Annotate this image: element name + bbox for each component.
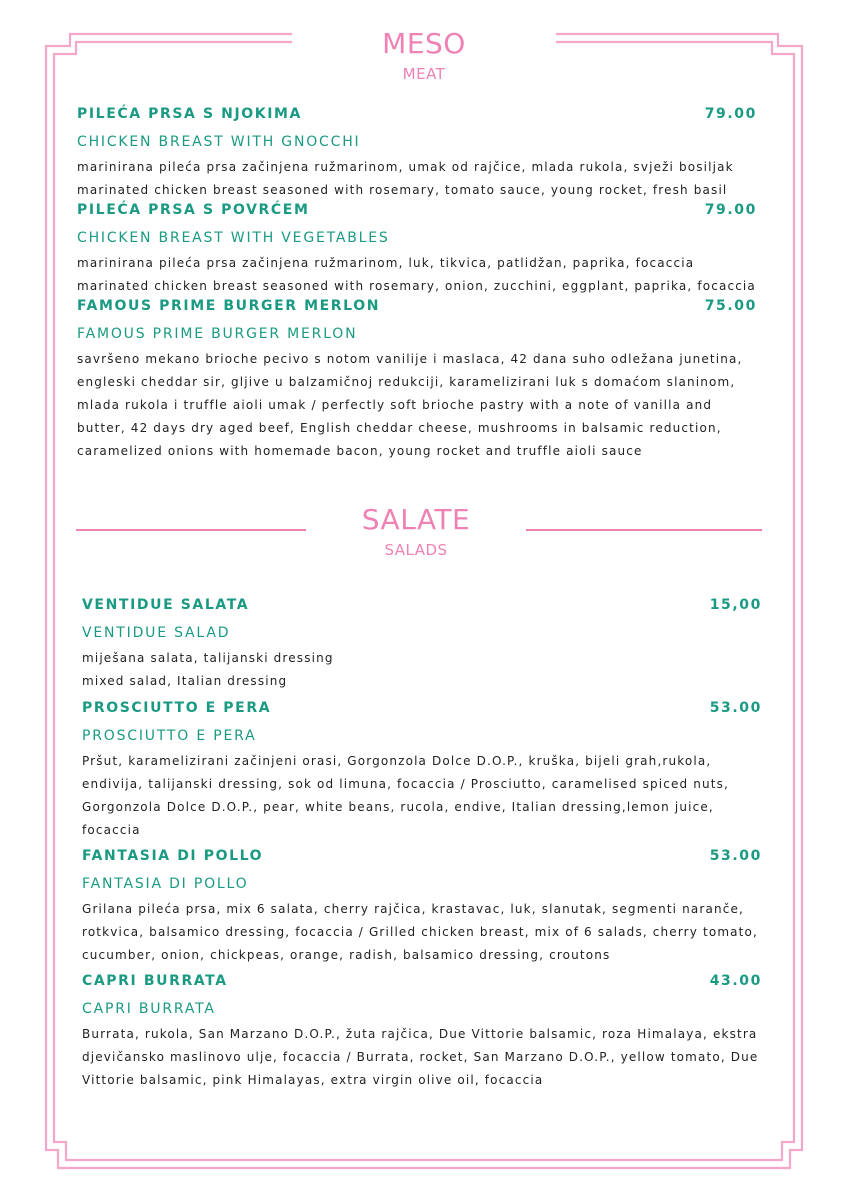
menu-item	[82, 973, 762, 1092]
item-name: FANTASIA DI POLLO	[82, 848, 264, 864]
menu-item	[77, 202, 757, 298]
item-price: 75.00	[704, 298, 757, 314]
salads-subtitle: SALADS	[384, 541, 448, 559]
item-name-en: CHICKEN BREAST WITH GNOCCHI	[77, 134, 361, 150]
salads-section-header	[316, 504, 516, 560]
item-name: PILEĆA PRSA S POVRĆEM	[77, 202, 310, 218]
item-name-en: PROSCIUTTO E PERA	[82, 728, 257, 744]
item-name: PILEĆA PRSA S NJOKIMA	[77, 106, 302, 122]
item-description: miješana salata, talijanski dressing mixed salad, Italian dressing	[82, 651, 334, 688]
salads-title: SALATE	[361, 503, 471, 536]
item-name: FAMOUS PRIME BURGER MERLON	[77, 298, 381, 314]
item-description: Pršut, karamelizirani začinjeni orasi, Gorgonzola Dolce D.O.P., kruška, bijeli grah,rukola, endivija, talijanski dressing, sok od limuna, focaccia / Prosciutto, caramelised spiced nuts, Gorgonzola Dolce D.O.P., pear, white beans, rucola, endive, Italian dressing,lemon juice, focaccia	[82, 754, 729, 837]
item-description: savršeno mekano brioche pecivo s notom vanilije i maslaca, 42 dana suho odležana junetina, engleski cheddar sir, gljive u balzamičnoj redukciji, karamelizirani luk s domaćom slaninom, mlada rukola i truffle aioli umak / perfectly soft brioche pastry with a note of vanilla and butter, 42 days dry aged beef, English cheddar cheese, mushrooms in balsamic reduction, caramelized onions with homemade bacon, young rocket and truffle aioli sauce	[77, 352, 743, 458]
item-name-en: CAPRI BURRATA	[82, 1001, 216, 1017]
item-price: 79.00	[704, 202, 757, 218]
item-price: 79.00	[704, 106, 757, 122]
item-description: Burrata, rukola, San Marzano D.O.P., žuta rajčica, Due Vittorie balsamic, roza Himalaya, ekstra djevičansko maslinovo ulje, focaccia / Burrata, rocket, San Marzano D.O.P., yellow tomato, Due Vittorie balsamic, pink Himalayas, extra virgin olive oil, focaccia	[82, 1027, 759, 1087]
item-name-en: FANTASIA DI POLLO	[82, 876, 249, 892]
item-description: marinirana pileća prsa začinjena ružmarinom, luk, tikvica, patlidžan, paprika, focaccia marinated chicken breast seasoned with rosemary, onion, zucchini, eggplant, paprika, focaccia	[77, 256, 756, 293]
menu-item	[77, 298, 757, 463]
meat-subtitle: MEAT	[402, 65, 446, 83]
menu-item	[82, 700, 762, 842]
item-name: CAPRI BURRATA	[82, 973, 228, 989]
menu-item	[77, 106, 757, 202]
menu-item	[82, 597, 762, 693]
item-name-en: FAMOUS PRIME BURGER MERLON	[77, 326, 358, 342]
menu-item	[82, 848, 762, 967]
item-name-en: CHICKEN BREAST WITH VEGETABLES	[77, 230, 390, 246]
item-name: PROSCIUTTO E PERA	[82, 700, 272, 716]
item-name: VENTIDUE SALATA	[82, 597, 250, 613]
item-description: Grilana pileća prsa, mix 6 salata, cherry rajčica, krastavac, luk, slanutak, segmenti naranče, rotkvica, balsamico dressing, focaccia / Grilled chicken breast, mix of 6 salads, cherry tomato, cucumber, onion, chickpeas, orange, radish, balsamico dressing, croutons	[82, 902, 758, 962]
item-price: 43.00	[709, 973, 762, 989]
meat-title: MESO	[382, 27, 466, 60]
item-name-en: VENTIDUE SALAD	[82, 625, 231, 641]
item-price: 53.00	[709, 848, 762, 864]
item-price: 53.00	[709, 700, 762, 716]
item-description: marinirana pileća prsa začinjena ružmarinom, umak od rajčice, mlada rukola, svježi bosiljak marinated chicken breast seasoned with rosemary, tomato sauce, young rocket, fresh basil	[77, 160, 734, 197]
meat-section-header	[324, 28, 524, 84]
item-price: 15,00	[709, 597, 762, 613]
